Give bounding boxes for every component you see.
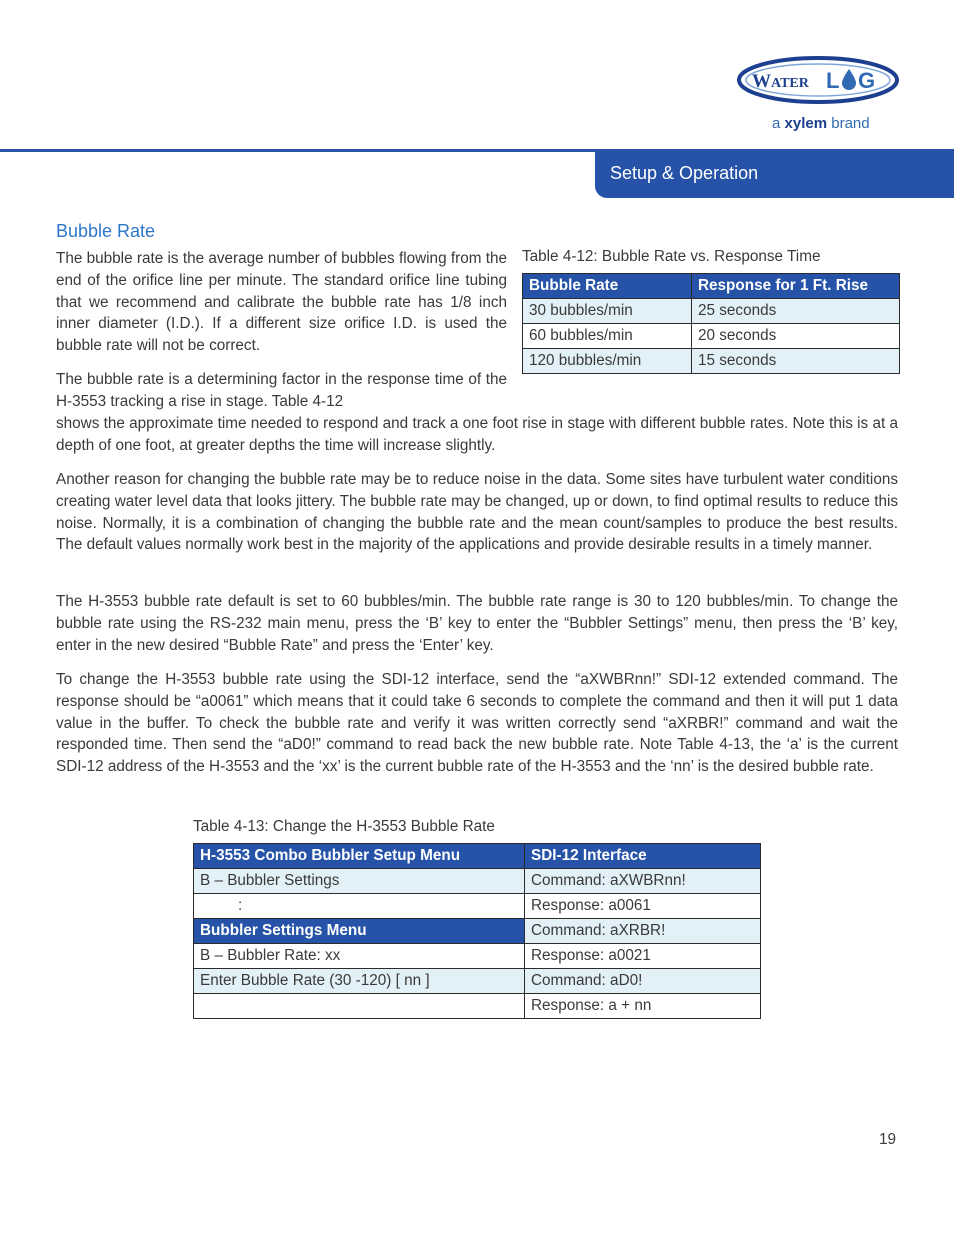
table-row bbox=[194, 969, 761, 994]
paragraph-5: To change the H-3553 bubble rate using the SDI-12 interface, send the “aXWBRnn!” SDI-12 extended command. The response should be “a0061” which means that it could take 6 seconds to complete the command and then it will put 1 data value in the buffer. To check the bubble rate and verify it was written correctly send “aXRBR!” command and wait the responded time. Then send the “aD0!” command to read back the new bubble rate. Note Table 4-13, the ‘a’ is the current SDI-12 address of the H-3553 and the ‘xx’ is the current bubble rate of the H-3553 and the ‘nn’ is the desired bubble rate. bbox=[56, 671, 898, 776]
table-row bbox=[194, 944, 761, 969]
table-4-13 bbox=[193, 843, 761, 1019]
table-row bbox=[194, 894, 761, 919]
section-tab: Setup & Operation bbox=[595, 152, 954, 198]
paragraph-3: Another reason for changing the bubble rate may be to reduce noise in the data. Some sites have turbulent water conditions creating water level data that looks jittery. The bubble rate may be changed, up or down, to find optimal results to reduce this noise. Normally, it is a combination of changing the bubble rate and the mean count/samples to produce the best results. The default values normally work best in the majority of the applications and provide desirable results in a timely manner. bbox=[56, 471, 898, 554]
table-header: Response for 1 Ft. Rise bbox=[692, 274, 900, 299]
table-cell: 15 seconds bbox=[692, 349, 900, 374]
table-row bbox=[194, 869, 761, 894]
paragraph-1: The bubble rate is the average number of bubbles flowing from the end of the orifice line per minute. The standard orifice line tubing that we recommend and calibrate the bubble rate has 1/8 inch inner diameter (I.D.). If a different size orifice I.D. is used the bubble rate will not be correct. bbox=[56, 250, 507, 355]
svg-text:ATER: ATER bbox=[771, 76, 809, 91]
section-title: Bubble Rate bbox=[56, 221, 156, 241]
table-cell: Response: a0061 bbox=[525, 894, 761, 919]
table-cell: Bubbler Settings Menu bbox=[194, 919, 525, 944]
table-cell: B – Bubbler Rate: xx bbox=[194, 944, 525, 969]
table-4-12 bbox=[522, 273, 900, 374]
table-cell: Response: a + nn bbox=[525, 994, 761, 1019]
paragraph-4: The H-3553 bubble rate default is set to 60 bubbles/min. The bubble rate range is 30 to 120 bubbles/min. To change the bubble rate using the RS-232 main menu, press the ‘B’ key to enter the “Bubbler Settings” menu, then press the ‘B’ key, enter in the new desired “Bubble Rate” and press the ‘Enter’ key. bbox=[56, 593, 898, 654]
table-row bbox=[194, 919, 761, 944]
table-row bbox=[523, 299, 900, 324]
waterlog-logo bbox=[736, 55, 900, 105]
table-row bbox=[194, 994, 761, 1019]
table-cell: 30 bubbles/min bbox=[523, 299, 692, 324]
table-header: H-3553 Combo Bubbler Setup Menu bbox=[194, 844, 525, 869]
brand-tagline: a xylem brand bbox=[772, 115, 870, 132]
svg-text:W: W bbox=[752, 71, 771, 92]
table-4-13-caption: Table 4-13: Change the H-3553 Bubble Rate bbox=[193, 818, 495, 835]
paragraph-2a: The bubble rate is a determining factor in the response time of the H-3553 tracking a rise in stage. Table 4-12 bbox=[56, 371, 507, 410]
table-row bbox=[523, 349, 900, 374]
table-cell: 120 bubbles/min bbox=[523, 349, 692, 374]
table-cell: 25 seconds bbox=[692, 299, 900, 324]
table-4-12-caption: Table 4-12: Bubble Rate vs. Response Time bbox=[522, 248, 821, 265]
table-cell: Enter Bubble Rate (30 -120) [ nn ] bbox=[194, 969, 525, 994]
table-cell: Command: aXRBR! bbox=[525, 919, 761, 944]
svg-text:L: L bbox=[826, 68, 840, 93]
svg-text:G: G bbox=[858, 68, 876, 93]
paragraph-2b: shows the approximate time needed to respond and track a one foot rise in stage with different bubble rates. Note this is at a depth of one foot, at greater depths the time will increase slightly. bbox=[56, 415, 898, 454]
table-row bbox=[523, 324, 900, 349]
table-cell: Response: a0021 bbox=[525, 944, 761, 969]
table-cell: 20 seconds bbox=[692, 324, 900, 349]
table-header: SDI-12 Interface bbox=[525, 844, 761, 869]
table-cell bbox=[194, 994, 525, 1019]
table-cell: : bbox=[194, 894, 525, 919]
table-cell: Command: aXWBRnn! bbox=[525, 869, 761, 894]
table-cell: B – Bubbler Settings bbox=[194, 869, 525, 894]
page-number: 19 bbox=[879, 1131, 897, 1148]
table-cell: Command: aD0! bbox=[525, 969, 761, 994]
table-cell: 60 bubbles/min bbox=[523, 324, 692, 349]
table-header: Bubble Rate bbox=[523, 274, 692, 299]
